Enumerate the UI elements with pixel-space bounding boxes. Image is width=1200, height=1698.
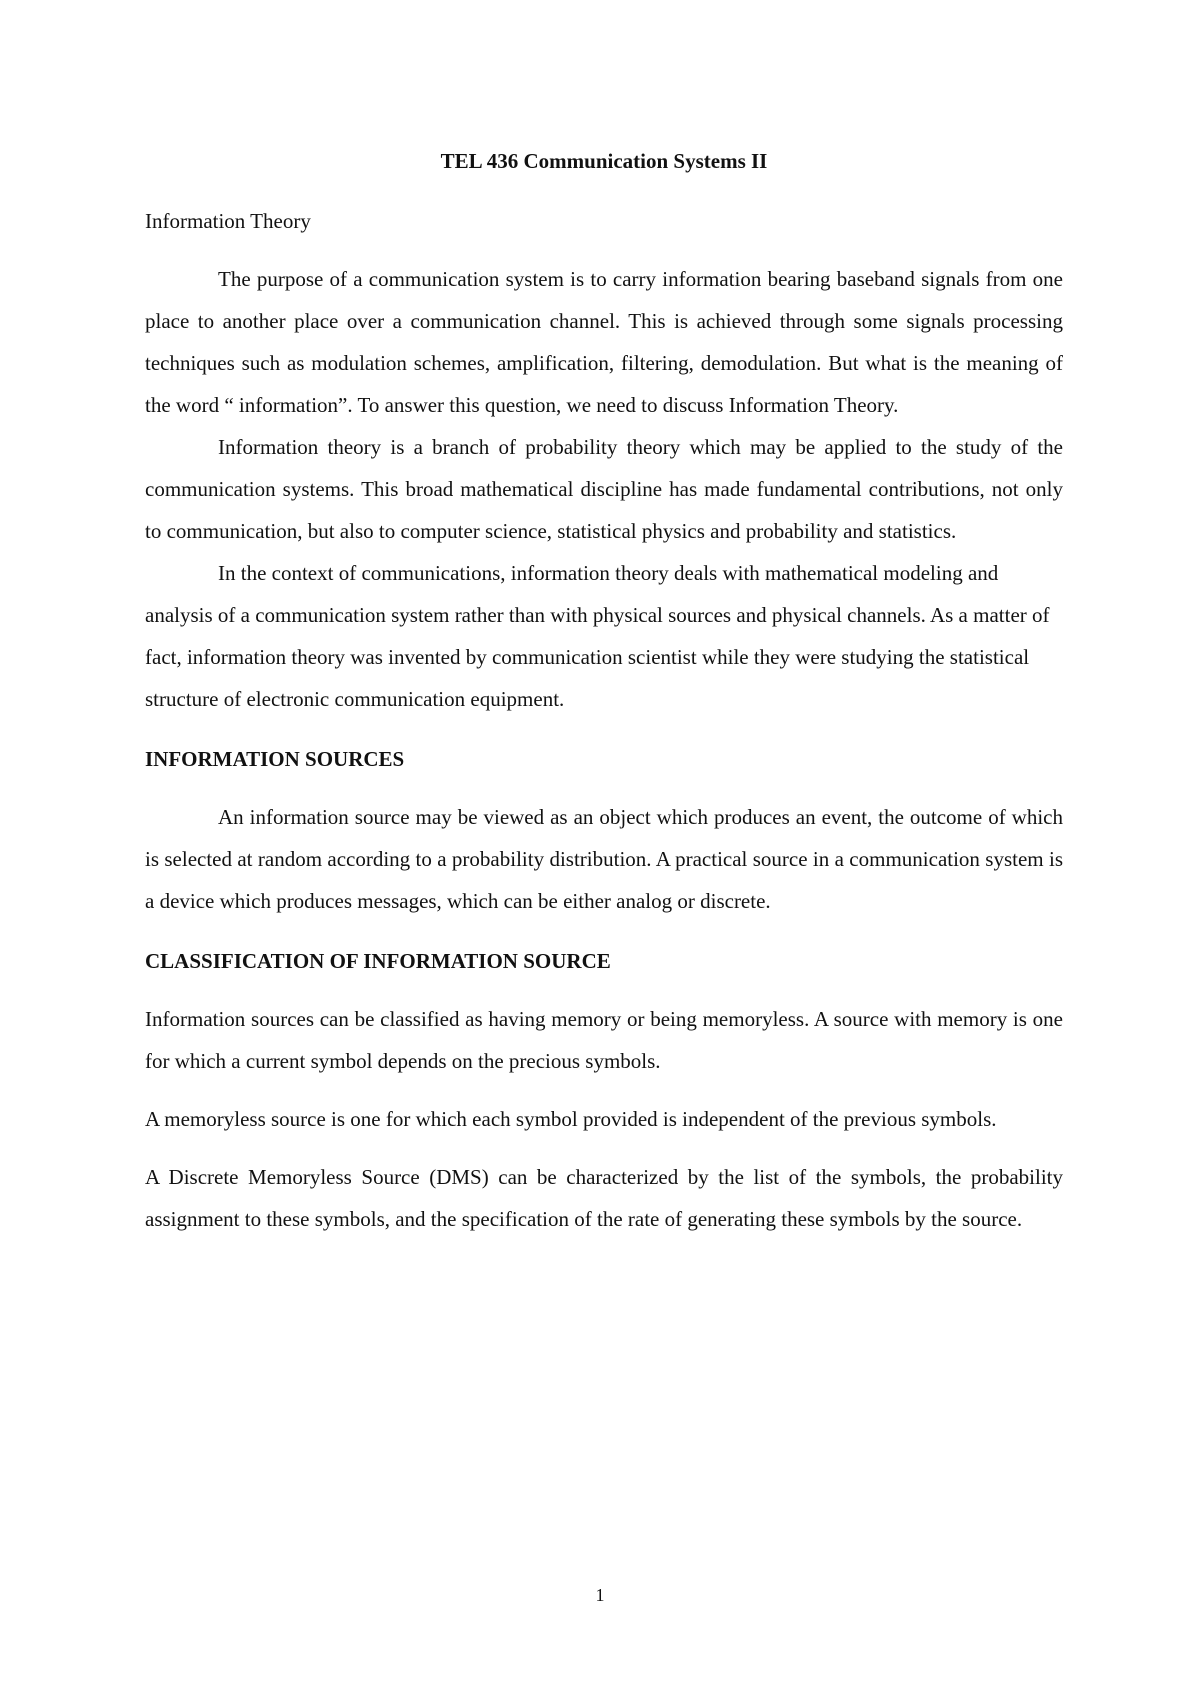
page-content xyxy=(145,144,1063,1240)
heading-information-sources: INFORMATION SOURCES xyxy=(145,747,405,771)
heading-classification: CLASSIFICATION OF INFORMATION SOURCE xyxy=(145,949,611,973)
document-title: TEL 436 Communication Systems II xyxy=(440,149,768,173)
page-number: 1 xyxy=(595,1585,605,1605)
paragraph-dms: A Discrete Memoryless Source (DMS) can be characterized by the list of the symbols, the probability assignment to these symbols, and the specification of the rate of generating these symbols by the source. xyxy=(145,1165,1063,1231)
paragraph-purpose: The purpose of a communication system is to carry information bearing baseband signals from one place to another place over a communication channel. This is achieved through some signals processing techniques such as modulation schemes, amplification, filtering, demodulation. But what is the meaning of the word “ information”. To answer this question, we need to discuss Information Theory. xyxy=(145,267,1063,417)
paragraph-context: In the context of communications, information theory deals with mathematical modeling and analysis of a communication system rather than with physical sources and physical channels. As a matter of fact, information theory was invented by communication scientist while they were studying the statistical structure of electronic communication equipment. xyxy=(145,561,1050,711)
paragraph-classification: Information sources can be classified as having memory or being memoryless. A source with memory is one for which a current symbol depends on the precious symbols. xyxy=(145,1007,1063,1073)
paragraph-information-theory-branch: Information theory is a branch of probability theory which may be applied to the study of the communication systems. This broad mathematical discipline has made fundamental contributions, not only to communication, but also to computer science, statistical physics and probability and statistics. xyxy=(145,435,1063,543)
paragraph-information-source-definition: An information source may be viewed as an object which produces an event, the outcome of which is selected at random according to a probability distribution. A practical source in a communication system is a device which produces messages, which can be either analog or discrete. xyxy=(145,805,1063,913)
section-subtitle: Information Theory xyxy=(145,209,311,233)
paragraph-memoryless: A memoryless source is one for which each symbol provided is independent of the previous symbols. xyxy=(145,1107,997,1131)
